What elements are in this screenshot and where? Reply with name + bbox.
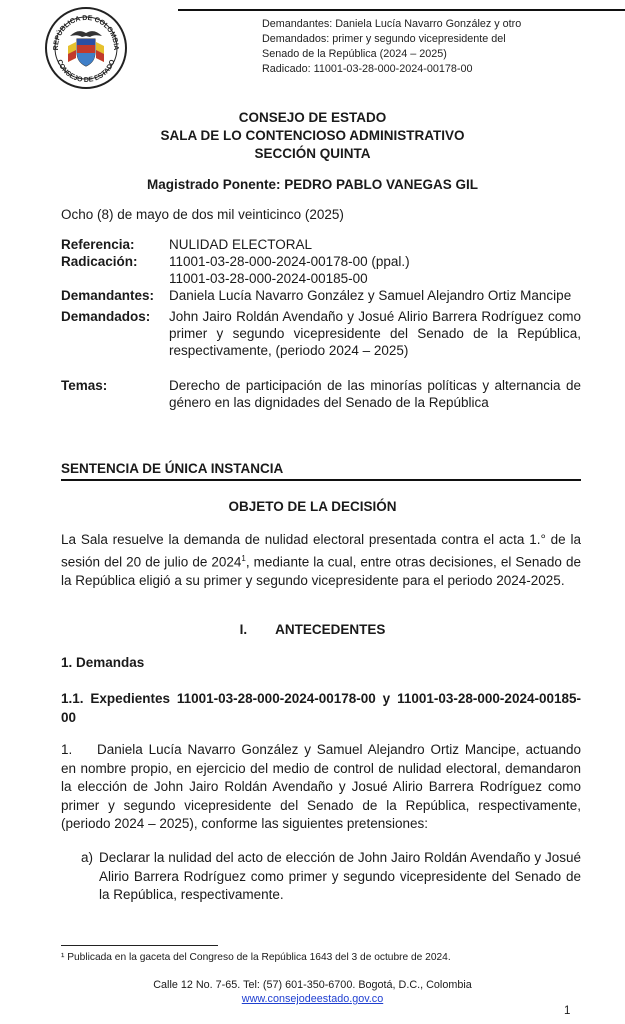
reference-block	[61, 236, 581, 415]
consejo-de-estado-seal	[44, 6, 128, 90]
radicacion-label: Radicación:	[61, 254, 138, 269]
footer-address: Calle 12 No. 7-65. Tel: (57) 601-350-6700. Bogotá, D.C., Colombia	[153, 979, 472, 991]
demandantes-value: Daniela Lucía Navarro González y Samuel Alejandro Ortiz Mancipe	[169, 288, 572, 303]
paragraph-1	[61, 741, 581, 834]
court-title	[0, 109, 625, 163]
objeto-text-b: , mediante la cual, entre otras decisiones, el Senado de la República eligió a su primer y segundo vicepresidente para el periodo 2024-2025.	[61, 554, 581, 588]
referencia-value: NULIDAD ELECTORAL	[169, 237, 313, 252]
demandados-label: Demandados:	[61, 309, 151, 324]
sentencia-rule	[61, 479, 581, 481]
objeto-text-a: La Sala resuelve la demanda de nulidad electoral presentada contra el acta 1.° de la sesión del 20 de julio de 2024	[61, 532, 581, 569]
paragraph-1-number: 1.	[61, 742, 73, 757]
pretension-a-text: Declarar la nulidad del acto de elección de John Jairo Roldán Avendaño y Josué Alirio Barrera Rodríguez como primer y segundo vicepresidente del Senado de la República, respectivamente.	[99, 850, 581, 902]
header-rule	[178, 9, 625, 11]
radicacion-value-1: 11001-03-28-000-2024-00178-00 (ppal.)	[169, 254, 410, 269]
pretension-a-label: a)	[81, 850, 94, 865]
header-demandantes: Demandantes: Daniela Lucía Navarro González y otro	[262, 18, 522, 30]
header-radicado: Radicado: 11001-03-28-000-2024-00178-00	[262, 63, 473, 75]
demandados-value: John Jairo Roldán Avendaño y Josué Alirio Barrera Rodríguez como primer y segundo vicepresidente del Senado de la República, respectivamente, (periodo 2024 – 2025)	[169, 309, 581, 358]
objeto-paragraph	[61, 531, 581, 590]
footnote-rule	[61, 945, 218, 946]
footer-website-link[interactable]: www.consejodeestado.gov.co	[241, 993, 384, 1005]
svg-text:CONSEJO DE ESTADO: CONSEJO DE ESTADO	[55, 58, 117, 85]
header-senado: Senado de la República (2024 – 2025)	[262, 48, 447, 60]
document-date: Ocho (8) de mayo de dos mil veinticinco (2025)	[61, 207, 344, 222]
court-name: CONSEJO DE ESTADO	[238, 110, 387, 125]
radicacion-value-2: 11001-03-28-000-2024-00185-00	[169, 271, 368, 286]
header-demandados: Demandados: primer y segundo vicepresidente del	[262, 33, 506, 45]
antecedentes-title: ANTECEDENTES	[275, 622, 386, 637]
objeto-heading: OBJETO DE LA DECISIÓN	[228, 499, 397, 514]
referencia-label: Referencia:	[61, 237, 135, 252]
court-section: SECCIÓN QUINTA	[254, 146, 371, 161]
expedientes-heading: 1.1. Expedientes 11001-03-28-000-2024-00178-00 y 11001-03-28-000-2024-00185-00	[61, 691, 581, 725]
pretension-a	[81, 849, 581, 905]
temas-label: Temas:	[61, 378, 108, 393]
page-number: 1	[564, 1005, 571, 1017]
court-chamber: SALA DE LO CONTENCIOSO ADMINISTRATIVO	[160, 128, 465, 143]
paragraph-1-text: Daniela Lucía Navarro González y Samuel Alejandro Ortiz Mancipe, actuando en nombre propio, en ejercicio del medio de control de nulidad electoral, demandaron la elección de John Jairo Roldán Avendaño y Josué Alirio Barrera Rodríguez como primer y segundo vicepresidente del Senado de la República, respectivamente, (periodo 2024 – 2025), conforme las siguientes pretensiones:	[61, 742, 581, 831]
footnote-marker: 1	[241, 553, 246, 563]
antecedentes-number: I.	[239, 622, 248, 637]
magistrado-ponente: Magistrado Ponente: PEDRO PABLO VANEGAS GIL	[146, 177, 479, 192]
svg-text:REPÚBLICA DE COLOMBIA: REPÚBLICA DE COLOMBIA	[52, 14, 120, 51]
demandas-heading: 1. Demandas	[61, 655, 145, 670]
sentencia-heading: SENTENCIA DE ÚNICA INSTANCIA	[61, 461, 284, 476]
antecedentes-heading	[0, 622, 625, 637]
demandantes-label: Demandantes:	[61, 288, 155, 303]
footnote: ¹ Publicada en la gaceta del Congreso de la República 1643 del 3 de octubre de 2024.	[61, 952, 451, 963]
running-header	[262, 17, 521, 77]
temas-value: Derecho de participación de las minorías políticas y alternancia de género en las dignidades del Senado de la República	[169, 378, 581, 410]
